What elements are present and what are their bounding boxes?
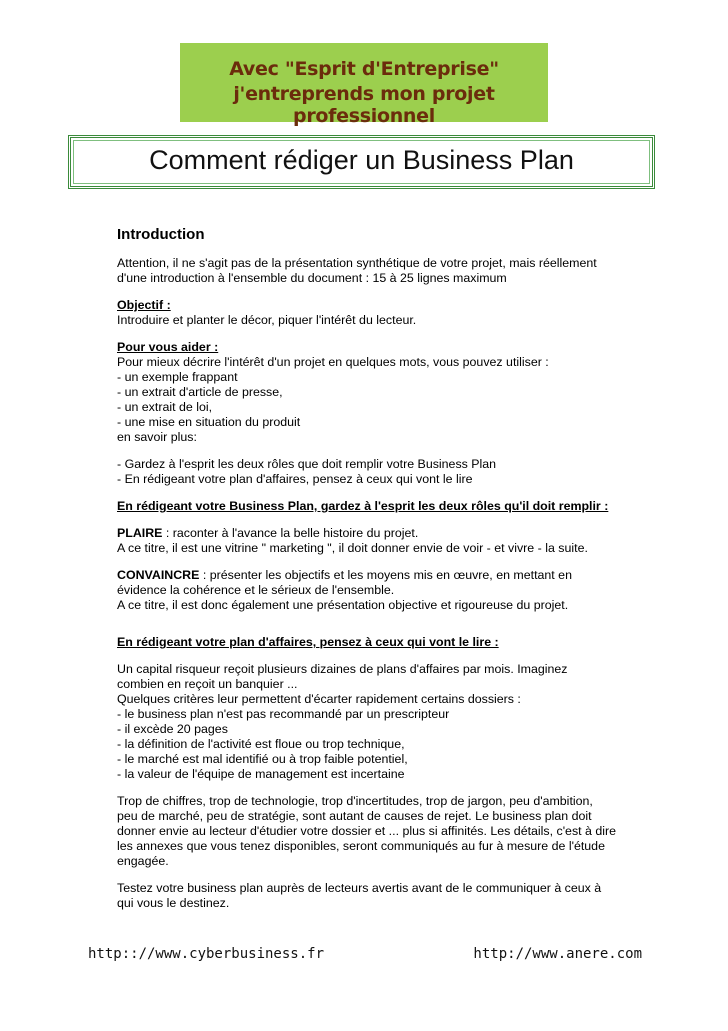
lecteurs-line: Un capital risqueur reçoit plusieurs dizaines de plans d'affaires par mois. Imaginez (117, 662, 568, 676)
page-title: Comment rédiger un Business Plan (149, 145, 574, 175)
lecteurs-line: - la définition de l'activité est floue ou trop technique, (117, 737, 405, 751)
document-body (117, 226, 617, 911)
lecteurs-line: combien en reçoit un banquier ... (117, 677, 298, 691)
aide-line: - une mise en situation du produit (117, 415, 301, 429)
roles-intro-line: - Gardez à l'esprit les deux rôles que doit remplir votre Business Plan (117, 457, 497, 471)
aide-line: Pour mieux décrire l'intérêt d'un projet en quelques mots, vous pouvez utiliser : (117, 355, 549, 369)
footer-link-anere[interactable]: http://www.anere.com (473, 946, 642, 962)
lecteurs-line: - le marché est mal identifié ou à trop faible potentiel, (117, 752, 408, 766)
testez-line: qui vous le destinez. (117, 896, 230, 910)
banner-line-1: Avec "Esprit d'Entreprise" (229, 58, 499, 80)
plaire-text: : raconter à l'avance la belle histoire du projet. (162, 526, 419, 540)
lecteurs-line: - le business plan n'est pas recommandé par un prescripteur (117, 707, 450, 721)
convaincre-label: CONVAINCRE (117, 568, 200, 582)
trop-line: engagée. (117, 854, 169, 868)
convaincre-line: évidence la cohérence et le sérieux de l'ensemble. (117, 583, 395, 597)
objectif-text: Introduire et planter le décor, piquer l'intérêt du lecteur. (117, 313, 417, 327)
roles-intro-line: - En rédigeant votre plan d'affaires, pensez à ceux qui vont le lire (117, 472, 473, 486)
footer-link-cyberbusiness[interactable]: http:://www.cyberbusiness.fr (88, 946, 325, 962)
banner-line-2: j'entreprends mon projet professionnel (233, 83, 495, 127)
trop-line: Trop de chiffres, trop de technologie, trop d'incertitudes, trop de jargon, peu d'ambition, (117, 794, 593, 808)
convaincre-paragraph (117, 568, 617, 583)
trop-line: peu de marché, peu de stratégie, sont autant de causes de rejet. Le business plan doit (117, 809, 592, 823)
aide-label: Pour vous aider : (117, 340, 219, 354)
convaincre-line: A ce titre, il est donc également une présentation objective et rigoureuse du projet. (117, 598, 569, 612)
intro-heading: Introduction (117, 226, 205, 243)
aide-line: - un extrait d'article de presse, (117, 385, 283, 399)
lecteurs-line: - il excède 20 pages (117, 722, 228, 736)
lecteurs-line: - la valeur de l'équipe de management est incertaine (117, 767, 405, 781)
banner-logo (180, 43, 548, 127)
testez-line: Testez votre business plan auprès de lecteurs avertis avant de le communiquer à ceux à (117, 881, 602, 895)
aide-line: - un exemple frappant (117, 370, 238, 384)
convaincre-text: : présenter les objectifs et les moyens mis en œuvre, en mettant en (199, 568, 572, 582)
lecteurs-heading: En rédigeant votre plan d'affaires, pensez à ceux qui vont le lire : (117, 635, 499, 649)
intro-line: Attention, il ne s'agit pas de la présentation synthétique de votre projet, mais réellement (117, 256, 597, 270)
trop-line: donner envie au lecteur d'étudier votre dossier et ... plus si affinités. Les détails, c'est à dire (117, 824, 617, 838)
objectif-label: Objectif : (117, 298, 171, 312)
title-frame (68, 135, 655, 189)
aide-line: - un extrait de loi, (117, 400, 213, 414)
lecteurs-line: Quelques critères leur permettent d'écarter rapidement certains dossiers : (117, 692, 521, 706)
plaire-label: PLAIRE (117, 526, 163, 540)
trop-line: les annexes que vous tenez disponibles, seront communiqués au fur à mesure de l'étude (117, 839, 605, 853)
aide-line: en savoir plus: (117, 430, 197, 444)
roles-heading: En rédigeant votre Business Plan, gardez à l'esprit les deux rôles qu'il doit remplir : (117, 499, 609, 513)
plaire-paragraph (117, 526, 617, 541)
plaire-line: A ce titre, il est une vitrine " marketing ", il doit donner envie de voir - et vivre - la suite. (117, 541, 588, 555)
intro-line: d'une introduction à l'ensemble du document : 15 à 25 lignes maximum (117, 271, 507, 285)
